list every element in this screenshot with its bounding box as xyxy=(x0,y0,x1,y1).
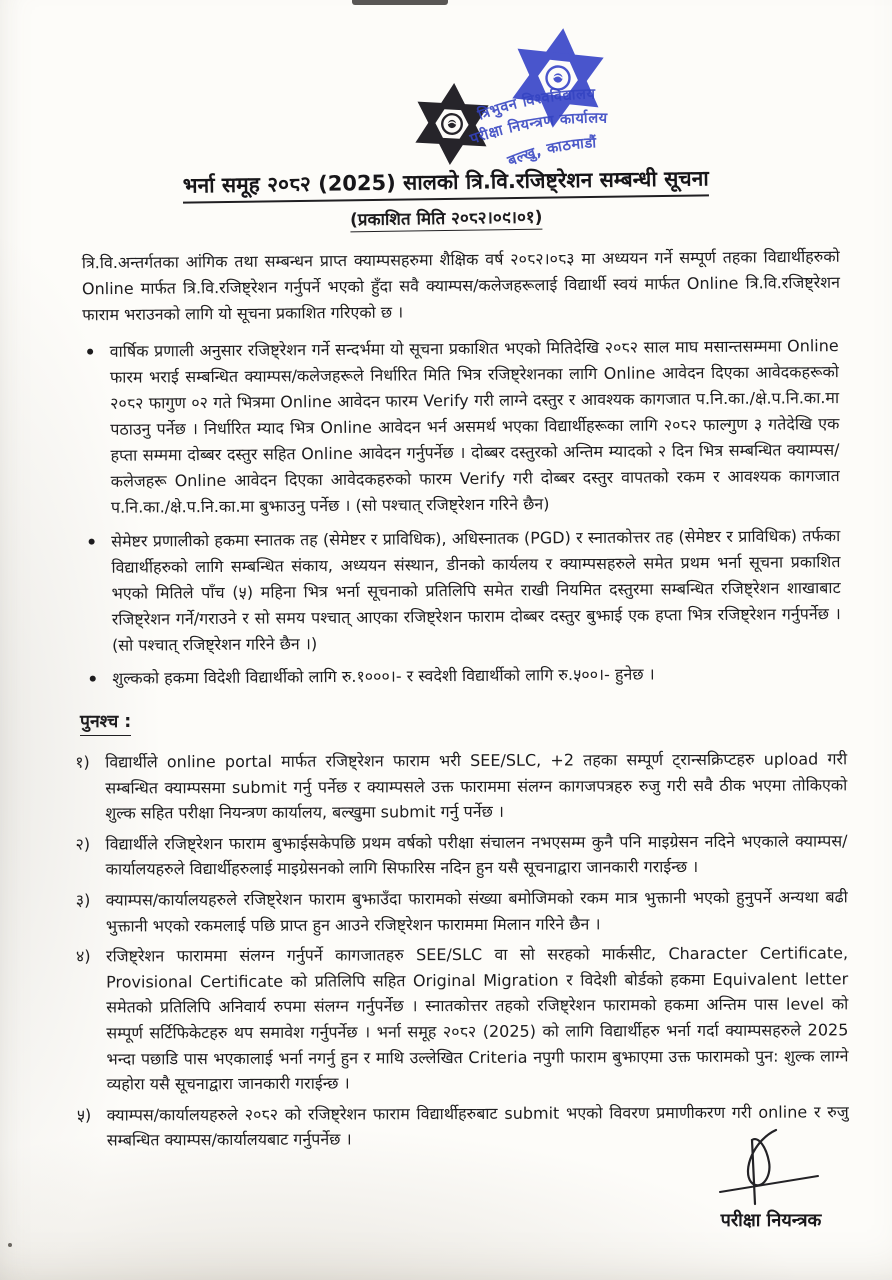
bullet-text: सेमेष्टर प्रणालीको हकमा स्नातक तह (सेमेष्टर र प्राविधिक), अधिस्नातक (PGD) र स्नातकोत्तर तह (सेमेष्टर र प्राविधिक) तर्फका विद्यार्थीहरुको लागि सम्बन्धित संकाय, अध्ययन संस्थान, डीनको कार्यलय र क्याम्पसहरुले समेत प्रथम भर्ना सूचना प्रकाशित भएको मितिले पाँच (५) महिना भित्र भर्ना सूचनाको प्रतिलिपि समेत राखी नियमित दस्तुरमा सम्बन्धित रजिष्ट्रेशन शाखाबाट रजिष्ट्रेशन गर्ने/गराउने र सो समय पश्चात् आएका रजिष्ट्रेशन फाराम दोब्बर दस्तुर बुझाई एक हप्ता भित्र रजिष्ट्रेशन गर्नुपर्नेछ । (सो पश्चात् रजिष्ट्रेशन गरिने छैन ।) xyxy=(111,525,841,655)
stamp-text-line3: बल्खु, काठमाडौं xyxy=(505,135,597,170)
bullet-dot: • xyxy=(84,342,96,363)
notice-body xyxy=(0,168,892,1157)
list-item-text: क्याम्पस/कार्यालयहरुले २०८२ को रजिष्ट्रेशन फाराम विद्यार्थीहरुबाट submit भएको विवरण प्रमाणीकरण गरी online र रुजु सम्बन्धित क्याम्पस/कार्यालयबाट गर्नुपर्नेछ । xyxy=(106,1101,849,1150)
signature-icon xyxy=(714,1126,829,1208)
exam-office-stamp-icon xyxy=(468,16,678,178)
notice-title: भर्ना समूह २०८२ (2025) सालको त्रि.वि.रजिष्ट्रेशन सम्बन्धी सूचना xyxy=(183,164,709,203)
postscript-list xyxy=(75,746,849,1153)
stamp-text-line1: त्रिभुवन विश्वविद्यालय xyxy=(475,86,596,124)
list-item-text: क्याम्पस/कार्यालयहरुले रजिष्ट्रेशन फाराम बुझाउँदा फारामको संख्या बमोजिमको रकम मात्र भुक्तानी भएको हुनुपर्ने अन्यथा बढी भुक्तानी भएको रकमलाई पछि प्राप्त हुन आउने रजिष्ट्रेशन फाराममा मिलान गरिने छैन । xyxy=(105,887,848,935)
list-item-1 xyxy=(75,746,847,826)
list-item-marker: ४) xyxy=(75,946,91,966)
list-item-text: विद्यार्थीले रजिष्ट्रेशन फाराम बुझाईसकेपछि प्रथम वर्षको परीक्षा संचालन नभएसम्म कुनै पनि माइग्रेसन नदिने भएकाले क्याम्पस/कार्यालयहरुले विद्यार्थीहरुलाई माइग्रेसनको लागि सिफारिस नदिन हुन यसै सूचनाद्वारा जानकारी गराईन्छ । xyxy=(105,830,848,879)
intro-paragraph: त्रि.वि.अन्तर्गतका आंगिक तथा सम्बन्धन प्राप्त क्याम्पसहरुमा शैक्षिक वर्ष २०८२।०८३ मा अध्ययन गर्ने सम्पूर्ण तहका विद्यार्थीहरुको Online मार्फत त्रि.वि.रजिष्ट्रेशन गर्नुपर्ने भएको हुँदा सवै क्याम्पस/कलेजहरूलाई विद्यार्थी स्वयं मार्फत Online त्रि.वि.रजिष्ट्रेशन फाराम भराउनको लागि यो सूचना प्रकाशित गरिएको छ । xyxy=(81,246,841,325)
scan-speck xyxy=(8,1243,12,1247)
list-item-marker: ५) xyxy=(76,1105,92,1125)
list-item-marker: २) xyxy=(75,834,91,854)
bullet-dot: • xyxy=(86,532,98,553)
list-item-4 xyxy=(76,940,849,1097)
stamp-text-line2: परीक्षा नियन्त्रण कार्यालय xyxy=(468,110,608,148)
signatory-title: परीक्षा नियन्त्रक xyxy=(720,1210,822,1231)
bullet-item-annual-system xyxy=(83,333,840,521)
bullet-item-fees xyxy=(85,660,841,692)
header-emblems xyxy=(0,0,892,175)
published-date: (प्रकाशित मिति २०८२।०९।०१) xyxy=(350,205,543,233)
bullet-item-semester-system xyxy=(84,522,841,658)
list-item-2 xyxy=(75,828,847,883)
bullet-text: शुल्कको हकमा विदेशी विद्यार्थीको लागि रु.१०००।- र स्वदेशी विद्यार्थीको लागि रु.५००।- हुनेछ । xyxy=(112,664,655,688)
bullet-dot: • xyxy=(87,669,99,690)
postscript-heading: पुनश्च : xyxy=(80,709,131,736)
list-item-text: रजिष्ट्रेशन फाराममा संलग्न गर्नुपर्ने कागजातहरु SEE/SLC वा सो सरहको मार्कसीट, Character Certificate, Provisional Certificate को प्रतिलिपि सहित Original Migration र विदेशी बोर्डको हकमा Equivalent letter समेतको प्रतिलिपि अनिवार्य रुपमा संलग्न गर्नुपर्नेछ । स्नातकोत्तर तहको रजिष्ट्रेशन फारामको हकमा अन्तिम पास level को सम्पूर्ण सर्टिफिकेटहरु थप समावेश गर्नुपर्नेछ । भर्ना समूह २०८२ (2025) को लागि विद्यार्थीहरु भर्ना गर्दा क्याम्पसहरुले 2025 भन्दा पछाडि पास भएकालाई भर्ना नगर्नु हुन र माथि उल्लेखित Criteria नपुगी फाराम बुझाएमा उक्त फारामको पुन: शुल्क लाग्ने व्यहोरा यसै सूचनाद्वारा जानकारी गराईन्छ । xyxy=(105,943,849,1094)
list-item-marker: १) xyxy=(75,752,90,772)
list-item-3 xyxy=(76,884,848,939)
bullet-list xyxy=(83,333,842,692)
list-item-marker: ३) xyxy=(75,890,91,910)
bullet-text: वार्षिक प्रणाली अनुसार रजिष्ट्रेशन गर्ने सन्दर्भमा यो सूचना प्रकाशित भएको मितिदेखि २०८२ साल माघ मसान्तसम्ममा Online फारम भराई सम्बन्धित क्याम्पस/कलेजहरूले निर्धारित मिति भित्र रजिष्ट्रेशनका लागि Online आवेदन दिएका आवेदकहरूको २०८२ फागुण ०२ गते भित्रमा Online आवेदन फारम Verify गरी लाग्ने दस्तुर र आवश्यक कागजात प.नि.का./क्षे.प.नि.का.मा पठाउनु पर्नेछ । निर्धारित म्याद भित्र Online आवेदन भर्न असमर्थ भएका विद्यार्थीहरूका लागि २०८२ फाल्गुण ३ गतेदेखि एक हप्ता सम्ममा दोब्बर दस्तुर सहित Online आवेदन गर्नुपर्नेछ । दोब्बर दस्तुरको अन्तिम म्यादको २ दिन भित्र सम्बन्धित क्याम्पस/कलेजहरू Online आवेदन दिएका आवेदकहरुको फारम Verify गरी दोब्बर दस्तुर वापतको रकम र आवश्यक कागजात प.नि.का./क्षे.प.नि.का.मा बुझाउनु पर्नेछ । (सो पश्चात् रजिष्ट्रेशन गरिने छैन) xyxy=(109,335,840,517)
signature-block xyxy=(696,1126,846,1232)
list-item-text: विद्यार्थीले online portal मार्फत रजिष्ट्रेशन फाराम भरी SEE/SLC, +2 तहका सम्पूर्ण ट्रान्सक्रिप्टहरु upload गरी सम्बन्धित क्याम्पसमा submit गर्नु पर्नेछ र क्याम्पसले उक्त फाराममा संलग्न कागजपत्रहरु रुजु गरी सवै ठीक भएमा तोकिएको शुल्क सहित परीक्षा नियन्त्रण कार्यालय, बल्खुमा submit गर्नु पर्नेछ । xyxy=(105,749,848,823)
